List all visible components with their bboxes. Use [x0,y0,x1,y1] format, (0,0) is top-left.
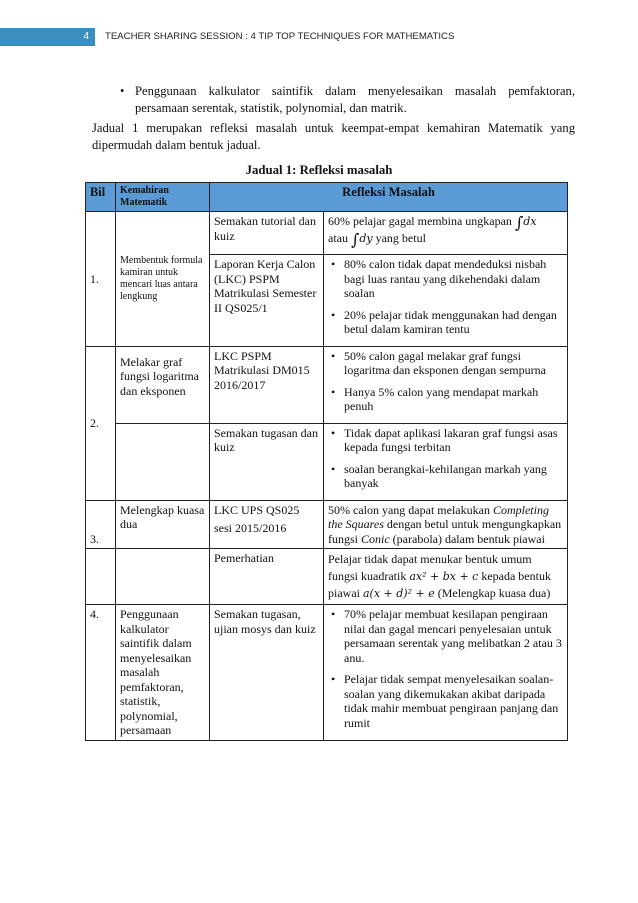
problem-cell [324,255,568,347]
row-number: 4. [86,605,116,741]
integral-sign-icon: ∫ [351,229,360,249]
problem-cell [324,423,568,500]
bullet-icon: • [120,84,125,98]
problem-list [328,607,563,730]
list-item: • Hanya 5% calon yang mendapat markah penuh [344,385,563,414]
problem-text: 50% calon yang dapat melakukan [328,502,490,517]
header-refleksi: Refleksi Masalah [210,183,568,212]
problem-cell [324,346,568,423]
problem-cell [324,605,568,741]
problem-text: atau [328,230,348,245]
row-number: 1. [86,212,116,347]
row-number-text: 3. [90,531,99,546]
math-dx: dx [523,215,537,228]
table-row [86,212,568,255]
integral-sign-icon: ∫ [514,213,524,232]
intro-paragraph: Jadual 1 merupakan refleksi masalah untuk keempat-empat kemahiran Matematik yang dipermudah dalam bentuk jadual. [92,121,575,152]
skill-cell [116,346,210,423]
source-cell: Semakan tugasan, ujian mosys dan kuiz [210,605,324,741]
problem-cell [324,212,568,255]
problem-list [328,349,563,414]
problem-text: 60% pelajar gagal membina ungkapan [328,214,512,228]
list-item: • Tidak dapat aplikasi lakaran graf fungsi asas kepada fungsi terbitan [344,426,563,455]
skill-cell: Melengkap kuasa dua [116,500,210,549]
problem-text: (Melengkap kuasa dua) [437,586,551,600]
header-kemahiran: Kemahiran Matematik [116,183,210,212]
skill-cell-empty [116,423,210,500]
problem-text: kepada bentuk piawai [328,569,551,600]
source-cell: Laporan Kerja Calon (LKC) PSPM Matrikulasi Semester II QS025/1 [210,255,324,347]
source-cell: LKC PSPM Matrikulasi DM015 2016/2017 [210,346,324,423]
source-cell: Semakan tutorial dan kuiz [210,212,324,255]
page-header [0,28,638,48]
source-line: sesi 2015/2016 [214,521,287,535]
table-header-row [86,183,568,212]
problem-italic: Completing the Squares [328,502,549,531]
reflection-table [85,182,568,741]
row-number [86,500,116,549]
intro-bullet-text: Penggunaan kalkulator saintifik dalam menyelesaikan masalah pemfaktoran, persamaan serentak, statistik, polynomial, dan matrik. [135,84,575,115]
problem-cell [324,500,568,549]
problem-list [328,257,563,337]
source-cell: Pemerhatian [210,549,324,605]
problem-italic: Conic [361,531,390,546]
problem-text: yang betul [375,230,426,245]
list-item: • soalan berangkai-kehilangan markah yang banyak [344,462,563,491]
skill-text: Melakar graf fungsi logaritma dan eksponen [120,354,199,398]
list-item: • 80% calon tidak dapat mendeduksi nisbah bagi luas rantau yang dikehendaki dalam soalan [344,257,563,301]
math-dy: dy [359,231,373,245]
table-row [86,500,568,549]
math-standard-form: a(x + d)² + e [363,587,435,600]
problem-list [328,426,563,491]
list-item: • Pelajar tidak sempat menyelesaikan soalan-soalan yang dikemukakan akibat daripada tidak mahir membuat pengiraan panjang dan rumit [344,672,563,730]
problem-cell [324,549,568,605]
problem-text: dengan betul untuk mengungkapkan fungsi [328,517,562,546]
problem-text: (parabola) dalam bentuk piawai [392,531,545,546]
source-line: LKC UPS QS025 [214,502,300,517]
problem-text: Pelajar tidak dapat menukar bentuk umum fungsi kuadratik [328,552,532,583]
list-item: • 20% pelajar tidak menggunakan had dengan betul dalam kamiran tentu [344,308,563,337]
list-item: • 50% calon gagal melakar graf fungsi logaritma dan eksponen dengan sempurna [344,349,563,378]
header-bil: Bil [86,183,116,212]
table-row [86,549,568,605]
list-item: • 70% pelajar membuat kesilapan pengiraan nilai dan gagal mencari penyelesaian untuk persamaan serentak yang melibatkan 2 atau 3 anu. [344,607,563,665]
page-number: 4 [0,28,95,46]
table-row [86,346,568,423]
table-row [86,423,568,500]
source-cell [210,500,324,549]
row-number: 2. [86,346,116,500]
header-title: TEACHER SHARING SESSION : 4 TIP TOP TECHNIQUES FOR MATHEMATICS [105,31,455,42]
math-general-form: ax² + bx + c [409,570,479,583]
table-row [86,605,568,741]
intro-bullet [120,83,575,117]
table-caption: Jadual 1: Refleksi masalah [245,163,393,177]
skill-cell-empty [116,549,210,605]
row-number-empty [86,549,116,605]
skill-cell: Membentuk formula kamiran untuk mencari luas antara lengkung [116,212,210,347]
source-cell: Semakan tugasan dan kuiz [210,423,324,500]
skill-cell: Penggunaan kalkulator saintifik dalam menyelesaikan masalah pemfaktoran, statistik, polynomial, persamaan [116,605,210,741]
